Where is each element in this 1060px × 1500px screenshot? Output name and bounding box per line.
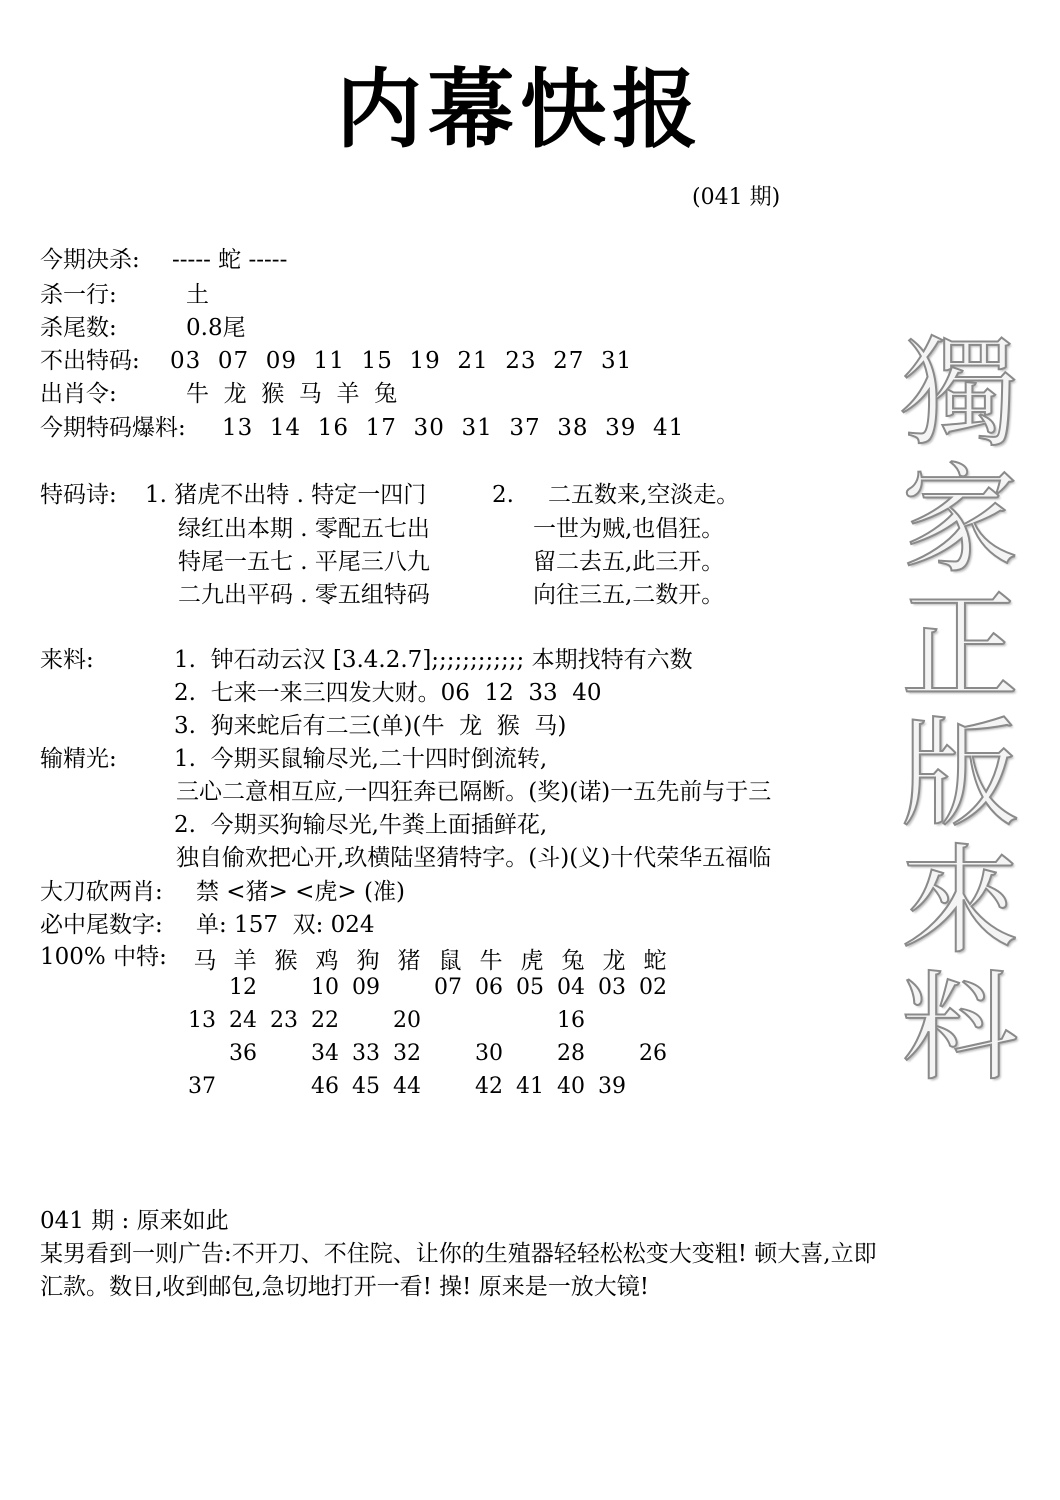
number-cell: 23 [270, 1008, 298, 1033]
number-cell: 40 [557, 1074, 585, 1099]
side-banner-char: 家 [900, 451, 1019, 589]
burst-value: 13 14 16 17 30 31 37 38 39 41 [222, 415, 685, 441]
number-cell: 05 [516, 975, 544, 1000]
footer-line: 汇款。数日,收到邮包,急切地打开一看! 操! 原来是一放大镜! [40, 1274, 649, 1300]
zodiac-cell: 龙 [602, 948, 626, 974]
kill-row-label: 杀一行: [40, 282, 117, 308]
number-cell: 16 [557, 1008, 585, 1033]
zodiac-cell: 鼠 [438, 948, 462, 974]
poem-right-line: 向往三五,二数开。 [533, 582, 725, 608]
lose-line: 三心二意相互应,一四狂奔已隔断。(奖)(诺)一五先前与于三 [176, 779, 772, 805]
zodiac-value: 牛 龙 猴 马 羊 兔 [186, 381, 398, 407]
number-cell: 46 [311, 1074, 339, 1099]
not-special-label: 不出特码: [40, 348, 140, 374]
poem-left-line: 绿红出本期 . 零配五七出 [178, 516, 430, 542]
side-banner-char: 獨 [900, 324, 1019, 462]
footer-line: 某男看到一则广告:不开刀、不住院、让你的生殖器轻轻松松变大变粗! 顿大喜,立即 [40, 1241, 877, 1267]
poem-right-line: 留二去五,此三开。 [533, 549, 725, 575]
number-cell: 44 [393, 1074, 421, 1099]
kill-tail-label: 杀尾数: [40, 315, 117, 341]
burst-label: 今期特码爆料: [40, 415, 186, 441]
number-cell: 33 [352, 1041, 380, 1066]
kill-row-value: 土 [186, 282, 209, 308]
poem-right-line: 二五数来,空淡走。 [548, 482, 740, 508]
number-cell: 12 [229, 975, 257, 1000]
number-cell: 09 [352, 975, 380, 1000]
materials-item: 2. 七来一来三四发大财。06 12 33 40 [174, 680, 602, 706]
table-label: 100% 中特: [40, 944, 167, 970]
poem-label: 特码诗: [40, 482, 117, 508]
number-cell: 34 [311, 1041, 339, 1066]
zodiac-cell: 虎 [520, 948, 544, 974]
number-cell: 22 [311, 1008, 339, 1033]
poem-left-line: 1. 猪虎不出特 . 特定一四门 [145, 482, 427, 508]
number-cell: 02 [639, 975, 667, 1000]
number-cell: 13 [188, 1008, 216, 1033]
not-special-value: 03 07 09 11 15 19 21 23 27 31 [170, 348, 633, 374]
zodiac-cell: 鸡 [315, 948, 339, 974]
number-cell: 26 [639, 1041, 667, 1066]
zodiac-cell: 猴 [274, 948, 298, 974]
poem-left-line: 二九出平码 . 零五组特码 [178, 582, 430, 608]
zodiac-cell: 马 [193, 948, 217, 974]
blade-label: 大刀砍两肖: [40, 879, 163, 905]
number-cell: 06 [475, 975, 503, 1000]
poem-left-line: 特尾一五七 . 平尾三八九 [178, 549, 430, 575]
zodiac-cell: 猪 [397, 948, 421, 974]
side-banner-char: 來 [900, 832, 1019, 970]
blade-value: 禁 <猪> <虎> (准) [196, 879, 405, 905]
number-cell: 32 [393, 1041, 421, 1066]
number-cell: 30 [475, 1041, 503, 1066]
side-banner-char: 料 [900, 959, 1019, 1097]
materials-item: 1. 钟石动云汉 [3.4.2.7];;;;;;;;;;;; 本期找特有六数 [174, 647, 693, 673]
materials-label: 来料: [40, 647, 94, 673]
number-cell: 24 [229, 1008, 257, 1033]
lose-line: 独自偷欢把心开,玖横陆坚猜特字。(斗)(义)十代荣华五福临 [176, 845, 772, 871]
side-banner [895, 324, 1025, 1097]
kill-label: 今期决杀: [40, 247, 140, 273]
poem-right-number: 2. [492, 482, 514, 508]
tail-value: 单: 157 双: 024 [196, 912, 375, 938]
number-cell: 41 [516, 1074, 544, 1099]
side-banner-char: 正 [900, 578, 1019, 716]
zodiac-cell: 牛 [479, 948, 503, 974]
side-banner-char: 版 [900, 705, 1019, 843]
zodiac-cell: 兔 [561, 948, 585, 974]
lose-label: 输精光: [40, 746, 117, 772]
number-cell: 36 [229, 1041, 257, 1066]
number-cell: 28 [557, 1041, 585, 1066]
number-cell: 04 [557, 975, 585, 1000]
number-cell: 39 [598, 1074, 626, 1099]
number-cell: 20 [393, 1008, 421, 1033]
number-cell: 37 [188, 1074, 216, 1099]
materials-item: 3. 狗来蛇后有二三(单)(牛 龙 猴 马) [174, 713, 567, 739]
zodiac-cell: 羊 [233, 948, 257, 974]
number-cell: 42 [475, 1074, 503, 1099]
kill-tail-value: 0.8尾 [186, 315, 246, 341]
issue-number: (041 期) [692, 185, 781, 210]
tail-label: 必中尾数字: [40, 912, 163, 938]
poem-right-line: 一世为贼,也倡狂。 [533, 516, 725, 542]
number-cell: 45 [352, 1074, 380, 1099]
number-cell: 03 [598, 975, 626, 1000]
footer-title: 041 期 : 原来如此 [40, 1208, 229, 1234]
number-cell: 10 [311, 975, 339, 1000]
kill-value: ----- 蛇 ----- [172, 247, 288, 273]
zodiac-cell: 蛇 [643, 948, 667, 974]
zodiac-cell: 狗 [356, 948, 380, 974]
number-cell: 07 [434, 975, 462, 1000]
zodiac-label: 出肖令: [40, 381, 117, 407]
page-title: 内幕快报 [336, 60, 704, 160]
lose-line: 1. 今期买鼠输尽光,二十四时倒流转, [174, 746, 548, 772]
lose-line: 2. 今期买狗输尽光,牛粪上面插鲜花, [174, 812, 548, 838]
